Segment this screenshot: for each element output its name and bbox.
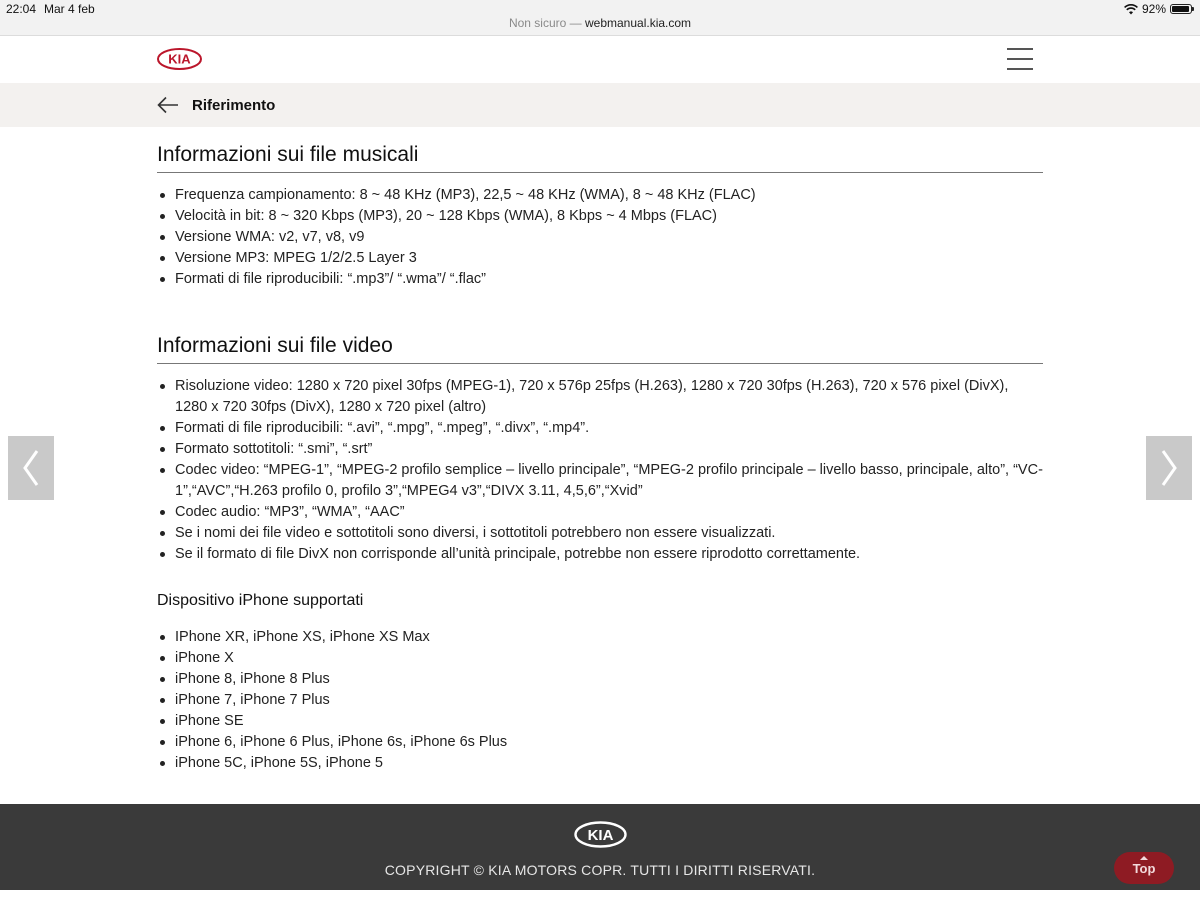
list-item: Velocità in bit: 8 ~ 320 Kbps (MP3), 20 ~ 128 Kbps (WMA), 8 Kbps ~ 4 Mbps (FLAC) xyxy=(157,206,1043,227)
kia-logo[interactable] xyxy=(157,48,202,70)
back-to-top-button[interactable] xyxy=(1114,852,1174,884)
list-item: iPhone 5C, iPhone 5S, iPhone 5 xyxy=(157,753,1043,774)
list-item: Codec video: “MPEG-1”, “MPEG-2 profilo semplice – livello principale”, “MPEG-2 profilo principale – livello basso, principale, alto”, “VC-1”,“AVC”,“H.263 profilo 0, profilo 3”,“MPEG4 v3”,“DIVX 3.11, 4,5,6”,“Xvid” xyxy=(157,460,1043,502)
status-time: 22:04 xyxy=(6,2,37,16)
wifi-icon xyxy=(1124,4,1138,15)
site-footer xyxy=(0,804,1200,890)
hamburger-menu-icon[interactable] xyxy=(1007,48,1033,70)
list-item: Formati di file riproducibili: “.avi”, “.mpg”, “.mpeg”, “.divx”, “.mp4”. xyxy=(157,418,1043,439)
top-label: Top xyxy=(1132,861,1156,876)
list-item: iPhone X xyxy=(157,648,1043,669)
page-title: Riferimento xyxy=(192,97,276,114)
breadcrumb xyxy=(0,83,1200,127)
list-item: iPhone 6, iPhone 6 Plus, iPhone 6s, iPhone 6s Plus xyxy=(157,732,1043,753)
list-item: Formati di file riproducibili: “.mp3”/ “.wma”/ “.flac” xyxy=(157,269,1043,290)
list-item: Versione WMA: v2, v7, v8, v9 xyxy=(157,227,1043,248)
list-item: iPhone 8, iPhone 8 Plus xyxy=(157,669,1043,690)
copyright-text: COPYRIGHT © KIA MOTORS COPR. TUTTI I DIRITTI RISERVATI. xyxy=(384,862,816,878)
svg-text:KIA: KIA xyxy=(587,827,614,844)
chevron-right-icon xyxy=(1160,449,1178,487)
section-title-video: Informazioni sui file video xyxy=(157,334,1043,364)
list-item: Codec audio: “MP3”, “WMA”, “AAC” xyxy=(157,502,1043,523)
section-title-iphone: Dispositivo iPhone supportati xyxy=(157,592,364,609)
list-item: Formato sottotitoli: “.smi”, “.srt” xyxy=(157,439,1043,460)
address-bar[interactable] xyxy=(0,16,1200,30)
main-content xyxy=(157,127,1043,774)
status-date: Mar 4 feb xyxy=(44,2,95,16)
status-indicators xyxy=(1124,2,1192,16)
site-header xyxy=(0,37,1200,83)
iphone-device-list xyxy=(157,627,1043,774)
browser-status-bar xyxy=(0,0,1200,36)
chevron-left-icon xyxy=(22,449,40,487)
arrow-left-icon[interactable] xyxy=(157,96,179,114)
prev-page-button[interactable] xyxy=(8,436,54,500)
battery-icon xyxy=(1170,4,1192,14)
security-label: Non sicuro — xyxy=(508,16,582,30)
list-item: iPhone SE xyxy=(157,711,1043,732)
video-info-list xyxy=(157,376,1043,565)
next-page-button[interactable] xyxy=(1146,436,1192,500)
list-item: iPhone 7, iPhone 7 Plus xyxy=(157,690,1043,711)
section-title-music: Informazioni sui file musicali xyxy=(157,143,1043,173)
kia-logo-footer xyxy=(574,821,627,848)
domain-label: webmanual.kia.com xyxy=(584,16,692,30)
list-item: Se i nomi dei file video e sottotitoli sono diversi, i sottotitoli potrebbero non essere visualizzati. xyxy=(157,523,1043,544)
list-item: Se il formato di file DivX non corrisponde all’unità principale, potrebbe non essere riprodotto correttamente. xyxy=(157,544,1043,565)
battery-percent: 92% xyxy=(1141,2,1166,16)
list-item: IPhone XR, iPhone XS, iPhone XS Max xyxy=(157,627,1043,648)
caret-up-icon xyxy=(1140,856,1148,860)
list-item: Risoluzione video: 1280 x 720 pixel 30fps (MPEG-1), 720 x 576p 25fps (H.263), 1280 x 720 30fps (H.263), 720 x 576 pixel (DivX), 1280 x 720 30fps (DivX), 1280 x 720 pixel (altro) xyxy=(157,376,1043,418)
list-item: Versione MP3: MPEG 1/2/2.5 Layer 3 xyxy=(157,248,1043,269)
svg-text:KIA: KIA xyxy=(168,51,191,67)
music-info-list xyxy=(157,185,1043,290)
list-item: Frequenza campionamento: 8 ~ 48 KHz (MP3), 22,5 ~ 48 KHz (WMA), 8 ~ 48 KHz (FLAC) xyxy=(157,185,1043,206)
